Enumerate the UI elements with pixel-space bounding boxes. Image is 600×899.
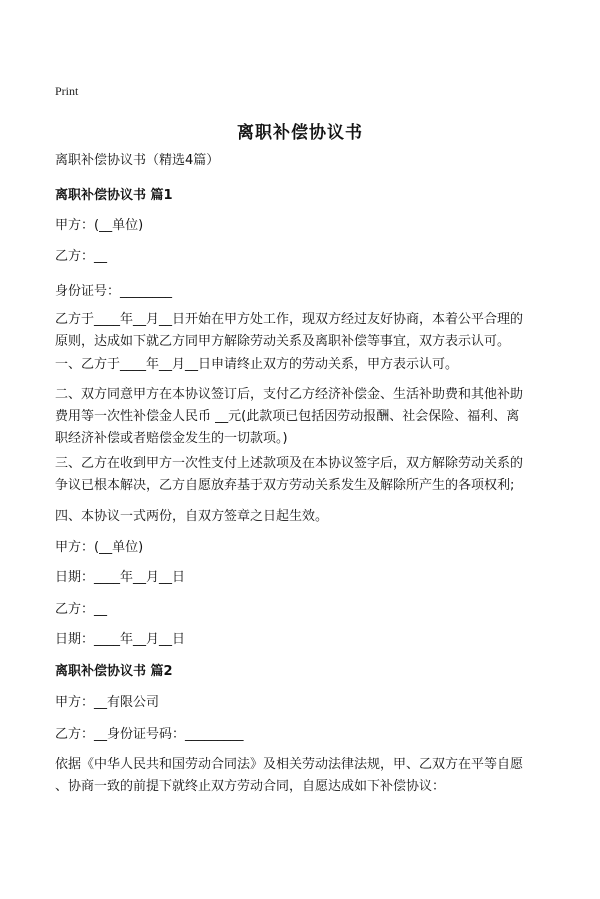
section1-clause2 [55, 384, 550, 450]
section1-intro-line: 乙方于____年__月__日开始在甲方处工作，现双方经过友好协商，本着公平合理的 [55, 312, 524, 327]
section1-clause3-line: 三、乙方在收到甲方一次性支付上述款项及在本协议签字后，双方解除劳动关系的 [55, 456, 524, 471]
section2-heading: 离职补偿协议书 篇2 [55, 664, 173, 679]
section2-intro [55, 754, 550, 798]
document-subtitle: 离职补偿协议书（精选4篇） [55, 153, 220, 168]
section1-clause2-line: 职经济补偿或者赔偿金发生的一切款项。) [55, 431, 288, 446]
section1-intro-line: 原则，达成如下就乙方同甲方解除劳动关系及离职补偿等事宜，双方表示认可。 [55, 334, 511, 349]
section1-date-b: 日期：____年__月__日 [55, 632, 186, 647]
section1-clause3 [55, 453, 550, 497]
section1-id-number: 身份证号：________ [55, 284, 173, 299]
section1-intro [55, 309, 550, 353]
section1-party-b: 乙方：__ [55, 249, 108, 264]
section1-clause2-line: 二、双方同意甲方在本协议签订后，支付乙方经济补偿金、生活补助费和其他补助 [55, 387, 524, 402]
section2-intro-line: 依据《中华人民共和国劳动合同法》及相关劳动法律法规，甲、乙双方在平等自愿 [55, 757, 524, 772]
section1-sign-party-b: 乙方：__ [55, 602, 108, 617]
section2-intro-line: 、协商一致的前提下就终止双方劳动合同，自愿达成如下补偿协议： [55, 779, 446, 794]
section2-party-b: 乙方：__身份证号码：_________ [55, 727, 244, 742]
section1-party-a: 甲方：(__单位) [55, 218, 144, 233]
section2-party-a: 甲方：__有限公司 [55, 695, 160, 710]
section1-date-a: 日期：____年__月__日 [55, 570, 186, 585]
section1-clause4: 四、本协议一式两份，自双方签章之日起生效。 [55, 509, 329, 524]
print-link[interactable]: Print [55, 84, 79, 98]
section1-sign-party-a: 甲方：(__单位) [55, 540, 144, 555]
section1-clause2-line: 费用等一次性补偿金人民币 __元(此款项已包括因劳动报酬、社会保险、福利、离 [55, 409, 520, 424]
section1-clause1: 一、乙方于____年__月__日申请终止双方的劳动关系，甲方表示认可。 [55, 357, 459, 372]
section1-clause3-line: 争议已根本解决，乙方自愿放弃基于双方劳动关系发生及解除所产生的各项权利; [55, 478, 515, 493]
section1-heading: 离职补偿协议书 篇1 [55, 188, 173, 203]
document-title: 离职补偿协议书 [237, 123, 363, 143]
